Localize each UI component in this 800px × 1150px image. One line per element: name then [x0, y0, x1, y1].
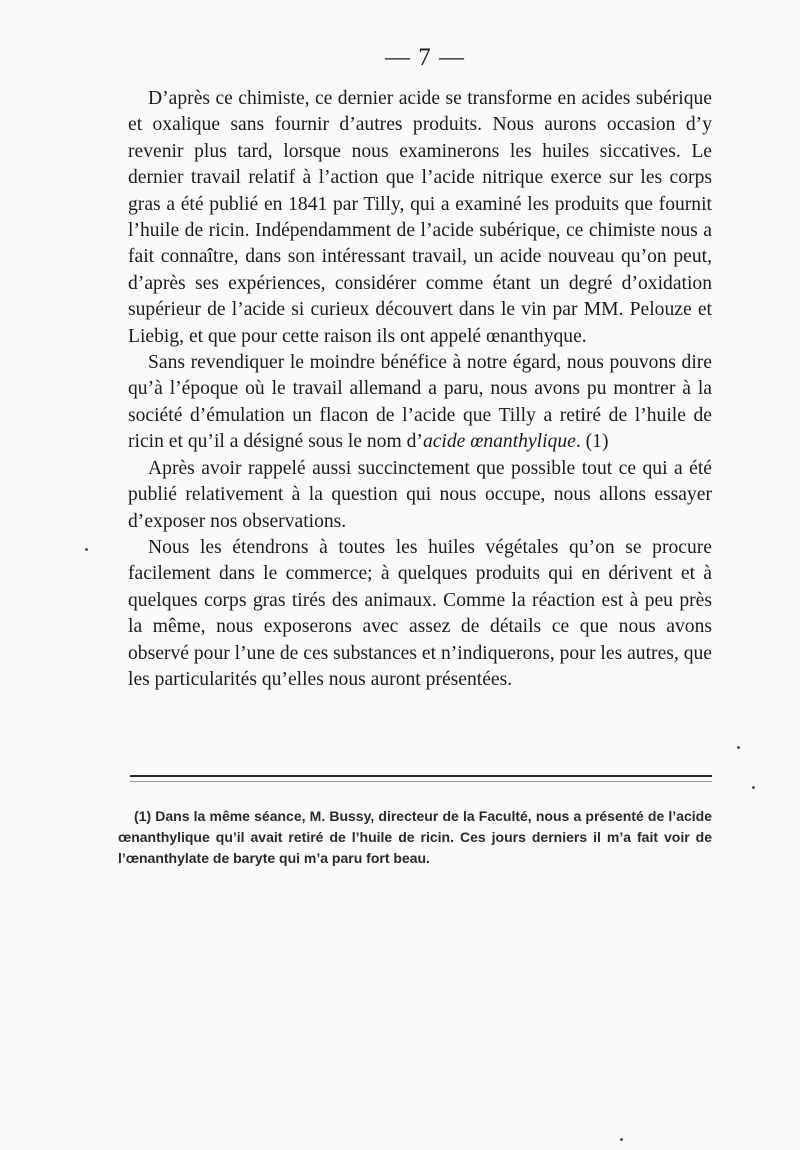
- footnote: [118, 806, 712, 869]
- print-speck: [752, 786, 755, 789]
- page-number: — 7 —: [385, 44, 465, 71]
- paragraph-1: D’après ce chimiste, ce dernier acide se transforme en acides subérique et oxalique sans fournir d’autres produits. Nous aurons occasion d’y revenir plus tard, lorsque nous examinerons les huiles siccatives. Le dernier travail relatif à l’action que l’acide nitrique exerce sur les corps gras a été publié en 1841 par Tilly, qui a examiné les produits que fournit l’huile de ricin. Indépendamment de l’acide subérique, ce chimiste nous a fait connaître, dans son intéressant travail, un acide nouveau qu’on peut, d’après ses expériences, considérer comme étant un degré d’oxidation supérieur de l’acide si curieux découvert dans le vin par MM. Pelouze et Liebig, et que pour cette raison ils ont appelé œnanthyque.: [128, 88, 712, 347]
- footnote-separator: [130, 775, 712, 777]
- paragraph-2-italic-term: acide œnanthylique: [422, 431, 576, 453]
- paragraph-4: Nous les étendrons à toutes les huiles végétales qu’on se procure facilement dans le commerce; à quelques produits qui en dérivent et à quelques corps gras tirés des animaux. Comme la réaction est à peu près la même, nous exposerons avec assez de détails ce que nous avons observé pour l’une de ces substances et n’indiquerons, pour les autres, que les particularités qu’elles nous auront présentées.: [128, 536, 712, 690]
- paragraph-2-footnote-ref: . (1): [575, 431, 609, 453]
- paragraph-3: Après avoir rappelé aussi succinctement que possible tout ce qui a été publié relativement à la question qui nous occupe, nous allons essayer d’exposer nos observations.: [128, 457, 712, 532]
- paragraph-2: [128, 350, 712, 456]
- paragraph-2-text: Sans revendiquer le moindre bénéfice à notre égard, nous pouvons dire qu’à l’époque où le travail allemand a paru, nous avons pu montrer à la société d’émulation un flacon de l’acide que Tilly a retiré de l’huile de ricin et qu’il a désigné sous le nom d’: [128, 352, 712, 453]
- footnote-separator-thin: [130, 781, 712, 782]
- body-text: [128, 86, 712, 693]
- print-speck: [85, 548, 88, 551]
- print-speck: [620, 1138, 623, 1141]
- footnote-text: (1) Dans la même séance, M. Bussy, directeur de la Faculté, nous a présenté de l’acide œnanthylique qu’il avait retiré de l’huile de ricin. Ces jours derniers il m’a fait voir de l’œnanthylate de baryte qui m’a paru fort beau.: [118, 808, 712, 866]
- print-speck: [737, 746, 740, 749]
